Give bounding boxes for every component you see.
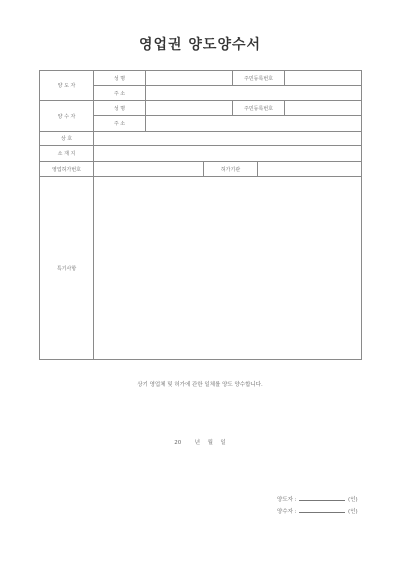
location-field[interactable] bbox=[94, 146, 362, 162]
transferor-label: 양 도 자 bbox=[40, 71, 94, 101]
date-month-label: 월 bbox=[207, 440, 213, 446]
document-title: 영업권 양도양수서 bbox=[138, 37, 262, 53]
license-agency-field[interactable] bbox=[258, 162, 362, 177]
transferor-resident-no-label: 주민등록번호 bbox=[233, 71, 285, 86]
remarks-label: 특기사항 bbox=[40, 177, 94, 360]
transferee-address-label: 주 소 bbox=[94, 116, 146, 132]
license-agency-label: 허가기관 bbox=[204, 162, 258, 177]
trade-name-label: 상 호 bbox=[40, 132, 94, 146]
transferee-resident-no-label: 주민등록번호 bbox=[233, 101, 285, 116]
date-year-prefix: 20 bbox=[174, 440, 182, 446]
transfer-form-table bbox=[39, 70, 362, 360]
location-label: 소 재 지 bbox=[40, 146, 94, 162]
transferor-name-label: 성 명 bbox=[94, 71, 146, 86]
transferor-address-label: 주 소 bbox=[94, 86, 146, 101]
remarks-field[interactable] bbox=[94, 177, 362, 360]
remarks-row bbox=[40, 177, 362, 360]
transfer-statement: 상기 영업체 및 허가에 관한 일체를 양도 양수합니다. bbox=[137, 382, 263, 388]
trade-name-row bbox=[40, 132, 362, 146]
transferor-seal-mark: (인) bbox=[348, 497, 358, 503]
license-row bbox=[40, 162, 362, 177]
trade-name-field[interactable] bbox=[94, 132, 362, 146]
transferor-signature-label: 양도자 : bbox=[277, 497, 297, 503]
transferee-name-label: 성 명 bbox=[94, 101, 146, 116]
transferee-name-field[interactable] bbox=[146, 101, 233, 116]
transferee-signature-label: 양수자 : bbox=[277, 509, 297, 515]
transferor-resident-no-field[interactable] bbox=[285, 71, 362, 86]
transferee-seal-mark: (인) bbox=[348, 509, 358, 515]
transferor-signature-line bbox=[277, 495, 358, 503]
date-year-label: 년 bbox=[194, 440, 201, 446]
transferor-name-field[interactable] bbox=[146, 71, 233, 86]
transferor-address-field[interactable] bbox=[146, 86, 362, 101]
transferee-address-field[interactable] bbox=[146, 116, 362, 132]
date-line bbox=[0, 438, 400, 446]
transferor-signature-field[interactable] bbox=[299, 500, 345, 501]
transferee-signature-field[interactable] bbox=[299, 512, 345, 513]
transferor-name-row bbox=[40, 71, 362, 86]
license-no-label: 영업허가번호 bbox=[40, 162, 94, 177]
transferee-resident-no-field[interactable] bbox=[285, 101, 362, 116]
date-day-label: 일 bbox=[220, 440, 226, 446]
transferee-signature-line bbox=[277, 507, 358, 515]
transferee-name-row bbox=[40, 101, 362, 116]
license-no-field[interactable] bbox=[94, 162, 204, 177]
transferee-label: 양 수 자 bbox=[40, 101, 94, 132]
location-row bbox=[40, 146, 362, 162]
